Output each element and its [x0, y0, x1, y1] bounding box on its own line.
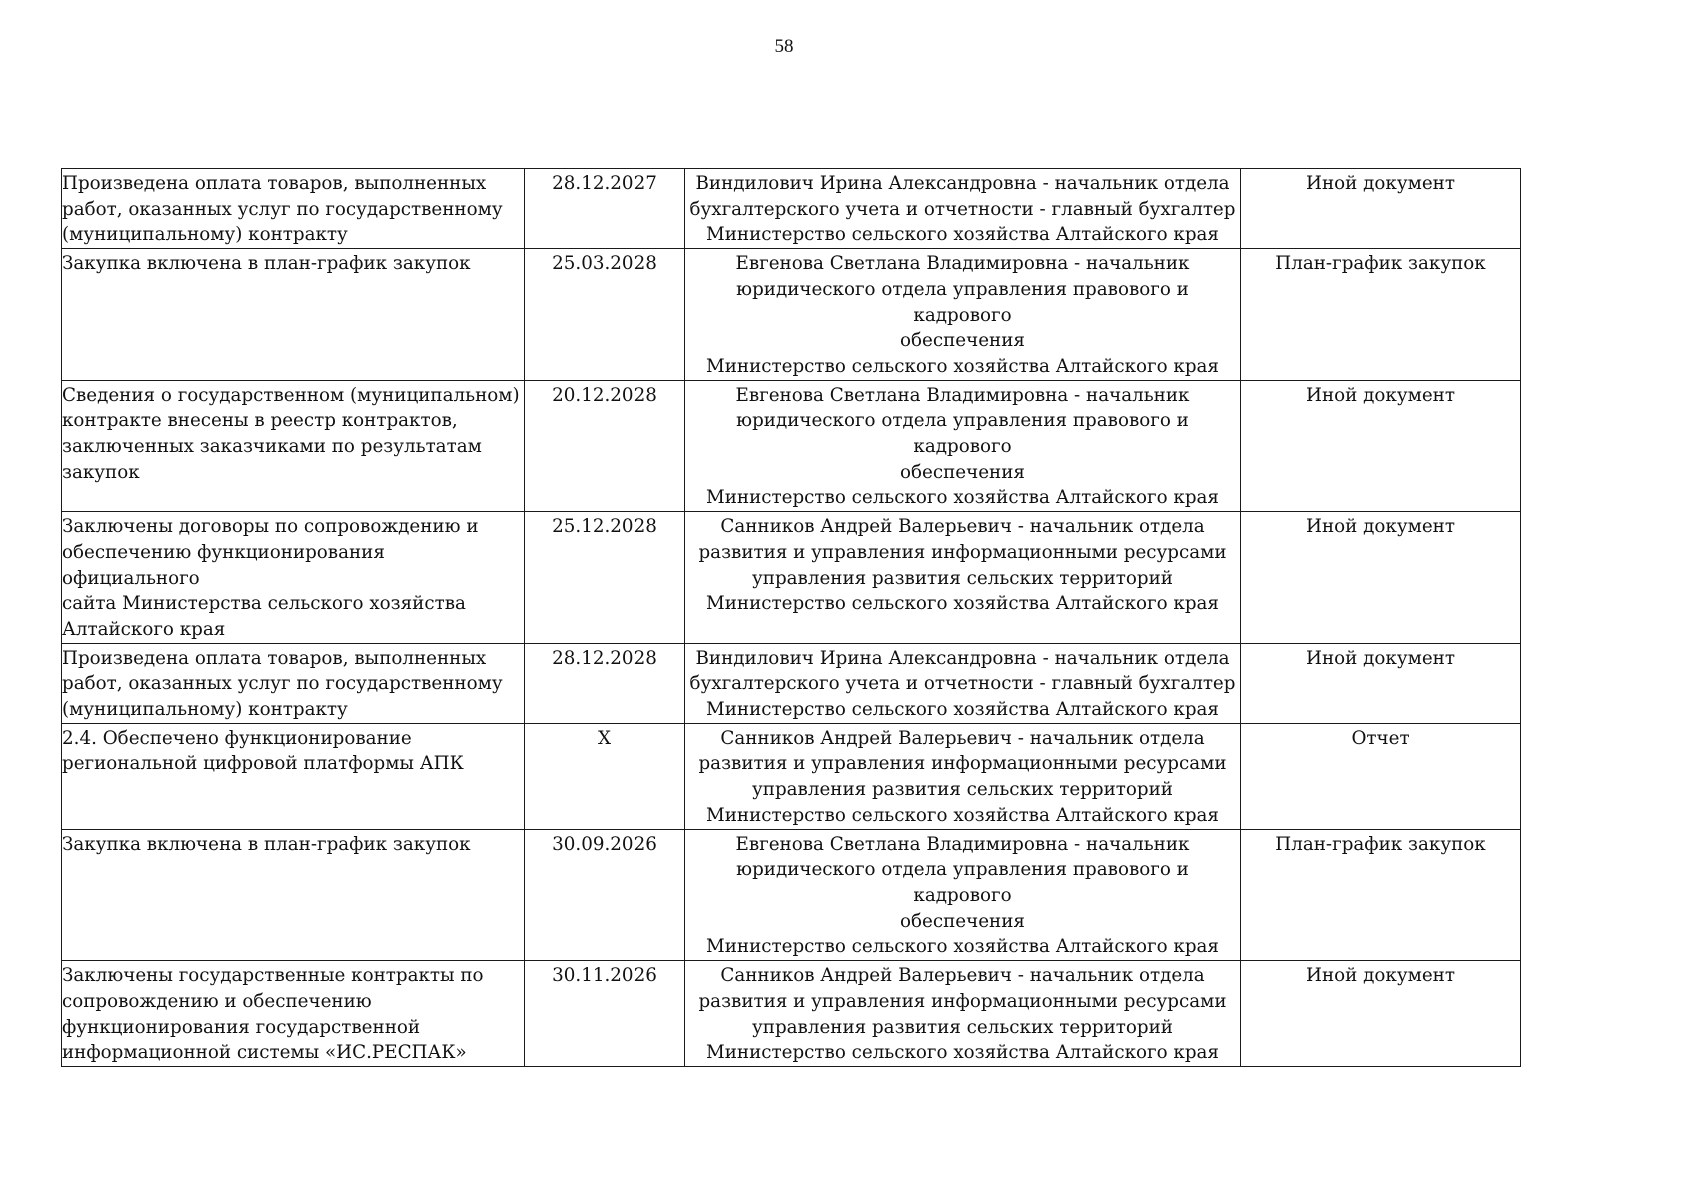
date-cell: 30.09.2026 [525, 829, 685, 961]
responsible-cell: Санников Андрей Валерьевич - начальник отдела развития и управления информационными ресурсами управления развития сельских территорий Министерство сельского хозяйства Алтайского края [685, 512, 1241, 644]
table-row [62, 249, 1521, 381]
date-cell: 28.12.2028 [525, 643, 685, 723]
date-cell: 28.12.2027 [525, 169, 685, 249]
table-row [62, 829, 1521, 961]
responsible-cell: Санников Андрей Валерьевич - начальник отдела развития и управления информационными ресурсами управления развития сельских территорий Министерство сельского хозяйства Алтайского края [685, 961, 1241, 1067]
date-cell: 25.03.2028 [525, 249, 685, 381]
document-cell: Иной документ [1241, 512, 1521, 644]
schedule-table [61, 168, 1521, 1067]
document-cell: Иной документ [1241, 961, 1521, 1067]
table-row [62, 643, 1521, 723]
document-cell: План-график закупок [1241, 249, 1521, 381]
document-cell: Иной документ [1241, 169, 1521, 249]
responsible-cell: Санников Андрей Валерьевич - начальник отдела развития и управления информационными ресурсами управления развития сельских территорий Министерство сельского хозяйства Алтайского края [685, 723, 1241, 829]
responsible-cell: Виндилович Ирина Александровна - начальник отдела бухгалтерского учета и отчетности - главный бухгалтер Министерство сельского хозяйства Алтайского края [685, 643, 1241, 723]
event-cell: Произведена оплата товаров, выполненных работ, оказанных услуг по государственному (муниципальному) контракту [62, 169, 525, 249]
table-row [62, 380, 1521, 512]
table-row [62, 512, 1521, 644]
event-cell: Заключены государственные контракты по сопровождению и обеспечению функционирования государственной информационной системы «ИС.РЕСПАК» [62, 961, 525, 1067]
page-number: 58 [774, 36, 794, 57]
document-cell: План-график закупок [1241, 829, 1521, 961]
date-cell: 20.12.2028 [525, 380, 685, 512]
event-cell: Сведения о государственном (муниципальном) контракте внесены в реестр контрактов, заключенных заказчиками по результатам закупок [62, 380, 525, 512]
responsible-cell: Евгенова Светлана Владимировна - начальник юридического отдела управления правового и кадрового обеспечения Министерство сельского хозяйства Алтайского края [685, 249, 1241, 381]
event-cell: Заключены договоры по сопровождению и обеспечению функционирования официального сайта Министерства сельского хозяйства Алтайского края [62, 512, 525, 644]
responsible-cell: Евгенова Светлана Владимировна - начальник юридического отдела управления правового и кадрового обеспечения Министерство сельского хозяйства Алтайского края [685, 829, 1241, 961]
document-cell: Иной документ [1241, 643, 1521, 723]
responsible-cell: Евгенова Светлана Владимировна - начальник юридического отдела управления правового и кадрового обеспечения Министерство сельского хозяйства Алтайского края [685, 380, 1241, 512]
responsible-cell: Виндилович Ирина Александровна - начальник отдела бухгалтерского учета и отчетности - главный бухгалтер Министерство сельского хозяйства Алтайского края [685, 169, 1241, 249]
document-cell: Отчет [1241, 723, 1521, 829]
event-cell: Произведена оплата товаров, выполненных работ, оказанных услуг по государственному (муниципальному) контракту [62, 643, 525, 723]
table-row [62, 723, 1521, 829]
document-cell: Иной документ [1241, 380, 1521, 512]
date-cell: 30.11.2026 [525, 961, 685, 1067]
date-cell: X [525, 723, 685, 829]
event-cell: Закупка включена в план-график закупок [62, 829, 525, 961]
event-cell: Закупка включена в план-график закупок [62, 249, 525, 381]
table-row [62, 961, 1521, 1067]
date-cell: 25.12.2028 [525, 512, 685, 644]
table-row [62, 169, 1521, 249]
event-cell: 2.4. Обеспечено функционирование региональной цифровой платформы АПК [62, 723, 525, 829]
